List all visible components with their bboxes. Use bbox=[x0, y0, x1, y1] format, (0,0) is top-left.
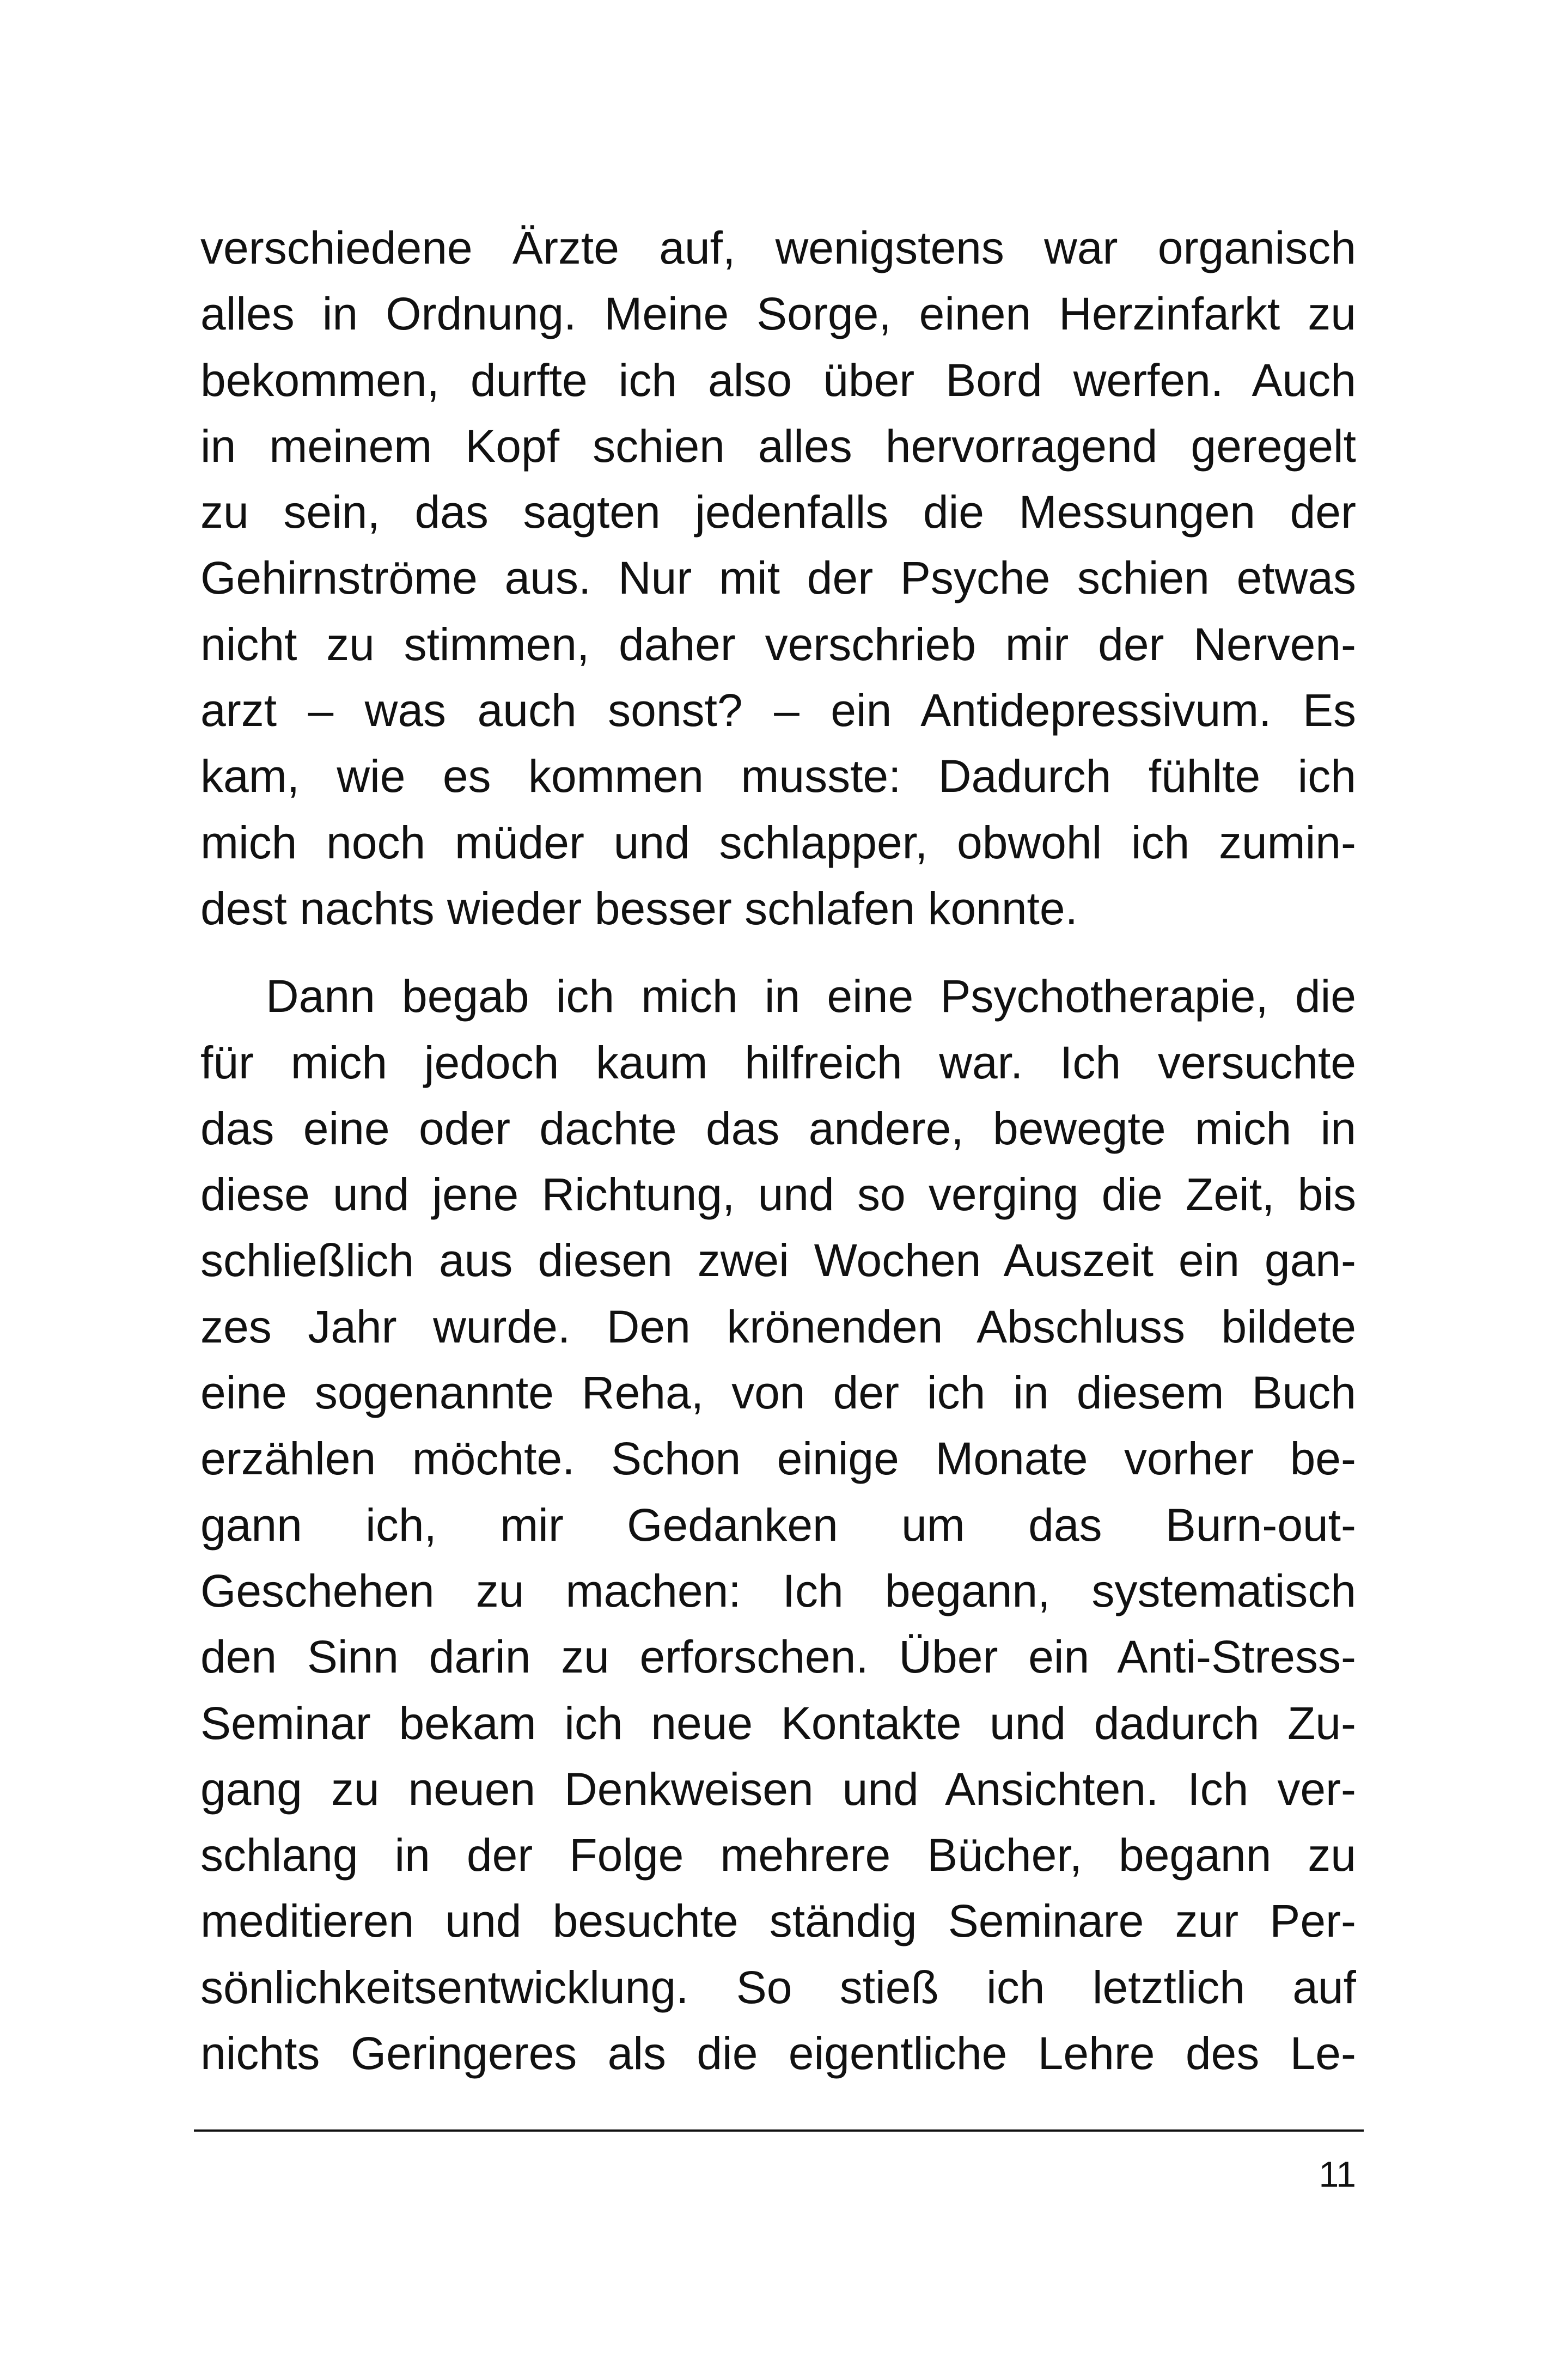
text-line: kam, wie es kommen musste: Dadurch fühlte ich bbox=[200, 750, 1356, 802]
text-line: meditieren und besuchte ständig Seminare zur Per- bbox=[200, 1895, 1356, 1947]
paragraph-gap bbox=[200, 942, 1356, 963]
text-line: nicht zu stimmen, daher verschrieb mir der Nerven- bbox=[200, 618, 1356, 670]
text-line: zes Jahr wurde. Den krönenden Abschluss bildete bbox=[200, 1301, 1356, 1352]
text-line: Seminar bekam ich neue Kontakte und dadurch Zu- bbox=[200, 1697, 1356, 1749]
text-line: Dann begab ich mich in eine Psychotherapie, die bbox=[266, 971, 1356, 1022]
text-line: mich noch müder und schlapper, obwohl ich zumin- bbox=[200, 816, 1356, 868]
text-line: verschiedene Ärzte auf, wenigstens war organisch bbox=[200, 222, 1356, 273]
text-line: erzählen möchte. Schon einige Monate vorher be- bbox=[200, 1433, 1356, 1485]
footer-rule bbox=[194, 2129, 1364, 2132]
text-line: das eine oder dachte das andere, bewegte mich in bbox=[200, 1102, 1356, 1154]
text-line: diese und jene Richtung, und so verging die Zeit, bis bbox=[200, 1169, 1356, 1220]
text-line: alles in Ordnung. Meine Sorge, einen Herzinfarkt zu bbox=[200, 288, 1356, 340]
text-line: Geschehen zu machen: Ich begann, systematisch bbox=[200, 1565, 1356, 1616]
text-line: bekommen, durfte ich also über Bord werfen. Auch bbox=[200, 354, 1356, 406]
text-line: für mich jedoch kaum hilfreich war. Ich versuchte bbox=[200, 1036, 1356, 1088]
text-line: den Sinn darin zu erforschen. Über ein Anti-Stress- bbox=[200, 1631, 1356, 1683]
text-line: gann ich, mir Gedanken um das Burn-out- bbox=[200, 1499, 1356, 1551]
text-line: nichts Geringeres als die eigentliche Lehre des Le- bbox=[200, 2028, 1356, 2079]
text-line: schlang in der Folge mehrere Bücher, begann zu bbox=[200, 1829, 1356, 1881]
text-line: gang zu neuen Denkweisen und Ansichten. Ich ver- bbox=[200, 1763, 1356, 1815]
text-line: Gehirnströme aus. Nur mit der Psyche schien etwas bbox=[200, 552, 1356, 604]
text-line: sönlichkeitsentwicklung. So stieß ich letztlich auf bbox=[200, 1961, 1356, 2013]
text-line: eine sogenannte Reha, von der ich in diesem Buch bbox=[200, 1367, 1356, 1419]
text-line: dest nachts wieder besser schlafen konnte. bbox=[200, 882, 1078, 934]
text-line: schließlich aus diesen zwei Wochen Auszeit ein gan- bbox=[200, 1235, 1356, 1286]
text-line: in meinem Kopf schien alles hervorragend geregelt bbox=[200, 420, 1356, 472]
text-line: arzt – was auch sonst? – ein Antidepressivum. Es bbox=[200, 685, 1356, 736]
text-line: zu sein, das sagten jedenfalls die Messungen der bbox=[200, 486, 1356, 538]
page-number: 11 bbox=[1319, 2154, 1356, 2194]
body-text bbox=[200, 215, 1356, 2086]
